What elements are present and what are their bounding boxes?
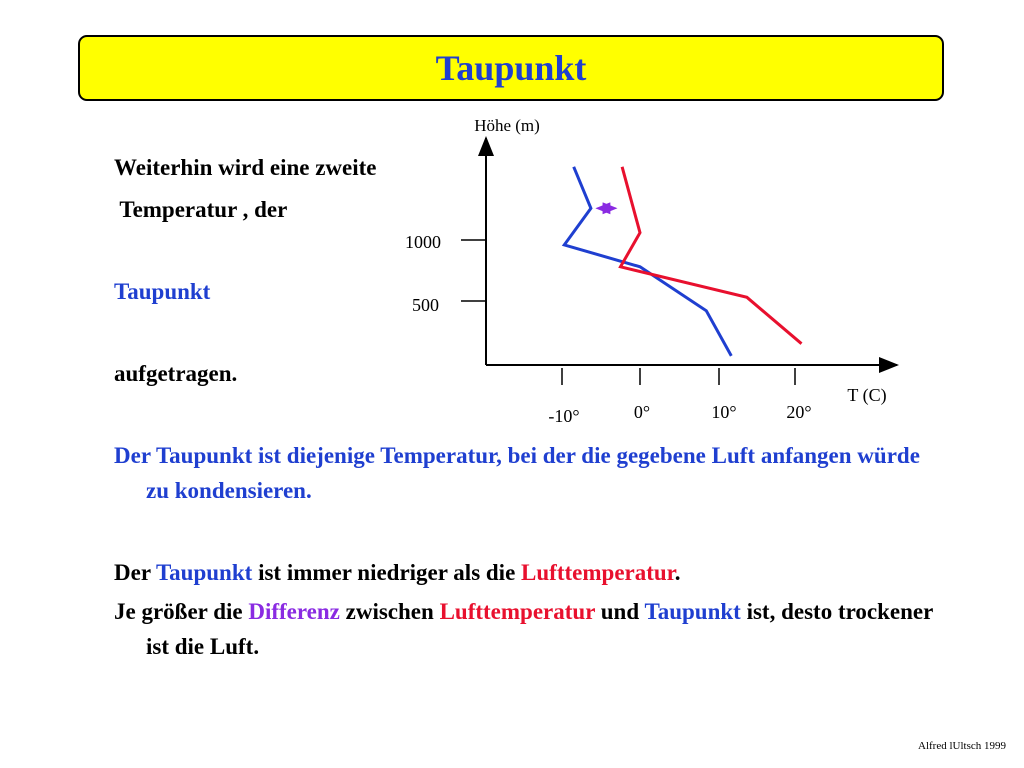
statement-1: Der Taupunkt ist immer niedriger als die Lufttemperatur. bbox=[114, 560, 681, 585]
x-tick-label-minus10: -10° bbox=[548, 406, 580, 426]
x-tick-label-0: 0° bbox=[633, 402, 651, 422]
y-tick-label-1000: 1000 bbox=[405, 232, 441, 252]
series-line-taupunkt bbox=[564, 167, 731, 356]
y-axis-label: Höhe (m) bbox=[474, 116, 540, 135]
x-tick-label-20: 20° bbox=[786, 402, 812, 422]
x-tick-label-10: 10° bbox=[711, 402, 737, 422]
intro-line-1: Weiterhin wird eine zweite bbox=[114, 155, 377, 180]
intro-line-4: aufgetragen. bbox=[114, 361, 238, 386]
statement-2: Je größer die Differenz zwischen Lufttemperatur und Taupunkt ist, desto trockener ist die Luft. bbox=[114, 599, 933, 659]
x-axis-label: T (C) bbox=[847, 385, 887, 405]
slide-title: Taupunkt bbox=[435, 48, 587, 88]
author-footer: Alfred lUltsch 1999 bbox=[918, 740, 1006, 752]
intro-line-3: Taupunkt bbox=[114, 279, 211, 304]
definition-text: Der Taupunkt ist diejenige Temperatur, bei der die gegebene Luft anfangen würde zu kondensieren. bbox=[114, 443, 920, 503]
y-tick-label-500: 500 bbox=[412, 295, 439, 315]
intro-line-2: Temperatur , der bbox=[114, 197, 288, 222]
